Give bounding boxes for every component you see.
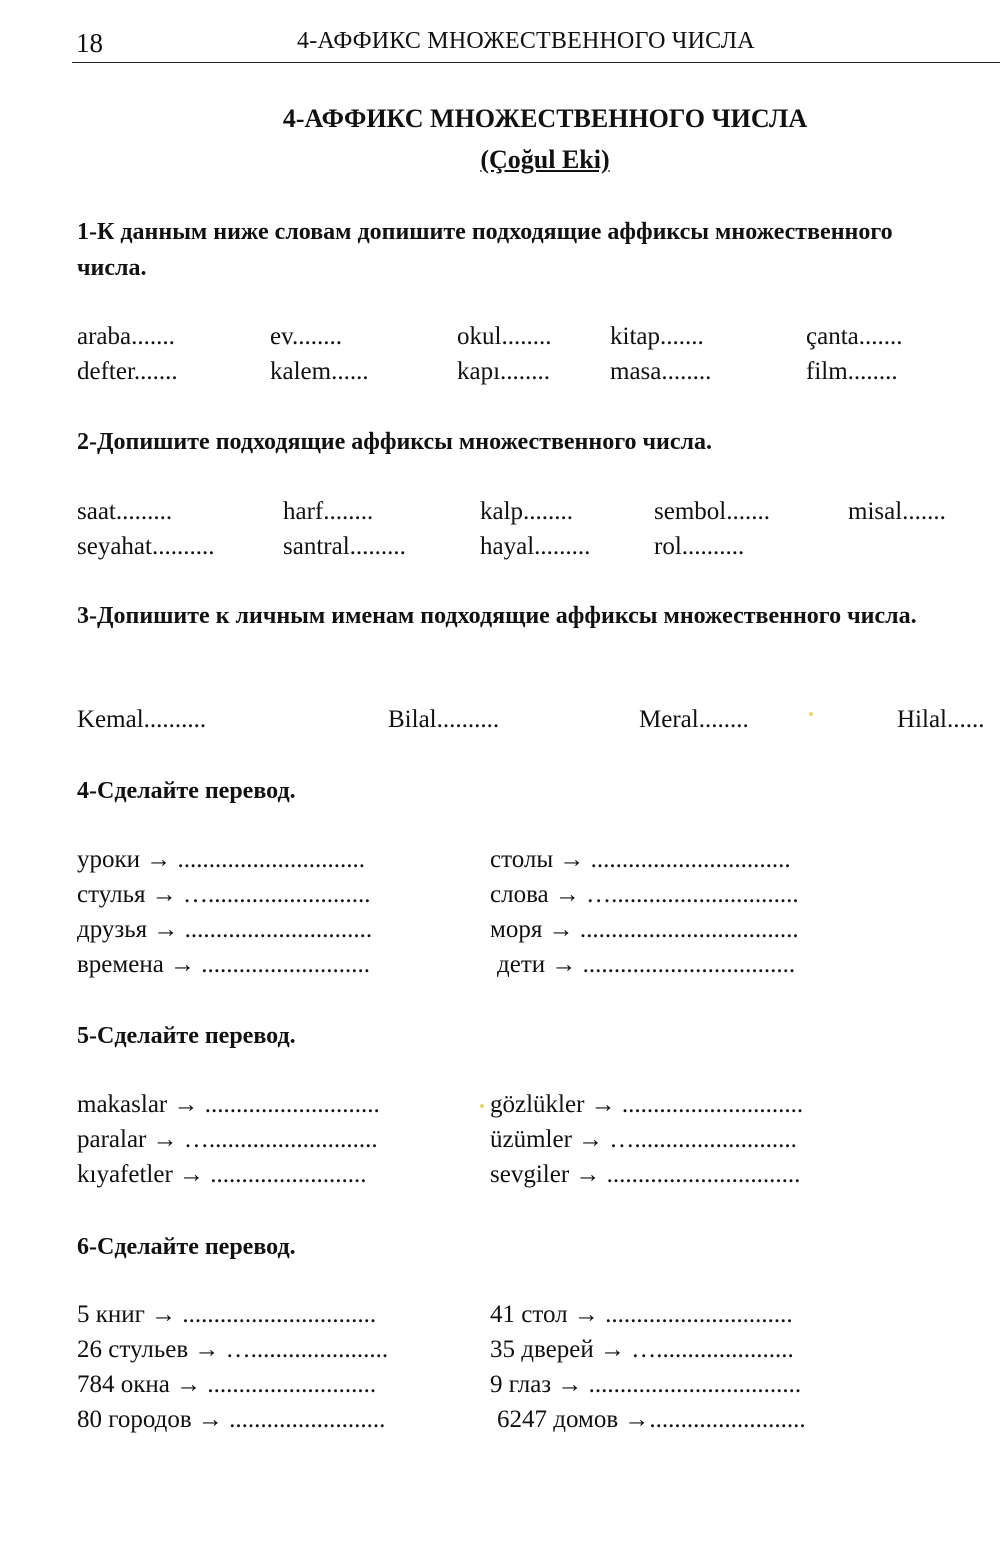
exercise-6-item: 41 стол → ..............................: [490, 1301, 793, 1328]
exercise-5-item: sevgiler → ...............................: [490, 1161, 801, 1188]
exercise-1-word: kapı........: [457, 358, 551, 385]
exercise-4-item: дети → ..................................: [497, 951, 796, 978]
exercise-4-item: стулья → …..........................: [77, 881, 371, 908]
exercise-6-item: 26 стульев → …......................: [77, 1336, 389, 1363]
exercise-4-item: слова → …..............................: [490, 881, 799, 908]
exercise-4-item: времена → ...........................: [77, 951, 371, 978]
exercise-3-name: Bilal..........: [388, 706, 500, 733]
page-subtitle: (Çoğul Eki): [480, 145, 610, 174]
exercise-2-word: misal.......: [848, 498, 946, 525]
exercise-2-word: rol..........: [654, 533, 745, 560]
exercise-5-item: kıyafetler → .........................: [77, 1161, 367, 1188]
exercise-2-word: kalp........: [480, 498, 574, 525]
exercise-2-word: saat.........: [77, 498, 173, 525]
exercise-4-item: столы → ................................: [490, 846, 791, 873]
exercise-5-item: üzümler → …..........................: [490, 1126, 797, 1153]
exercise-6-item: 6247 домов →.........................: [497, 1406, 806, 1433]
exercise-1-word: masa........: [610, 358, 712, 385]
page-number: 18: [76, 28, 103, 58]
scan-speck: [809, 712, 813, 716]
exercise-2-word: seyahat..........: [77, 533, 215, 560]
exercise-3-heading: 3-Допишите к личным именам подходящие аффиксы множественного числа.: [77, 603, 917, 629]
exercise-5-item: paralar → …...........................: [77, 1126, 378, 1153]
exercise-5-item: gözlükler → .............................: [490, 1091, 804, 1118]
exercise-4-heading: 4-Сделайте перевод.: [77, 778, 296, 804]
exercise-4-item: уроки → ..............................: [77, 846, 366, 873]
exercise-2-word: santral.........: [283, 533, 406, 560]
running-title: 4-АФФИКС МНОЖЕСТВЕННОГО ЧИСЛА: [297, 28, 755, 54]
exercise-3-name: Meral........: [639, 706, 749, 733]
exercise-6-item: 35 дверей → …......................: [490, 1336, 794, 1363]
exercise-2-word: harf........: [283, 498, 374, 525]
page-header: [72, 22, 1000, 63]
page-title: 4-АФФИКС МНОЖЕСТВЕННОГО ЧИСЛА: [282, 104, 808, 133]
exercise-5-item: makaslar → ............................: [77, 1091, 380, 1118]
exercise-1-heading: 1-К данным ниже словам допишите подходящие аффиксы множественного числа.: [77, 219, 893, 281]
exercise-1-word: ev........: [270, 323, 342, 350]
exercise-4-item: друзья → ..............................: [77, 916, 373, 943]
exercise-1-word: araba.......: [77, 323, 175, 350]
exercise-6-item: 784 окна → ...........................: [77, 1371, 377, 1398]
exercise-6-heading: 6-Сделайте перевод.: [77, 1234, 296, 1260]
exercise-1-word: defter.......: [77, 358, 178, 385]
exercise-6-item: 5 книг → ...............................: [77, 1301, 377, 1328]
exercise-2-word: sembol.......: [654, 498, 770, 525]
exercise-1-word: kalem......: [270, 358, 369, 385]
exercise-6-item: 9 глаз → ..................................: [490, 1371, 802, 1398]
exercise-2-heading: 2-Допишите подходящие аффиксы множественного числа.: [77, 429, 712, 455]
exercise-3-name: Kemal..........: [77, 706, 207, 733]
exercise-2-word: hayal.........: [480, 533, 591, 560]
scan-speck: [480, 1104, 484, 1108]
exercise-4-item: моря → ...................................: [490, 916, 799, 943]
exercise-1-word: okul........: [457, 323, 552, 350]
exercise-1-word: film........: [806, 358, 898, 385]
exercise-1-word: kitap.......: [610, 323, 704, 350]
exercise-3-name: Hilal......: [897, 706, 985, 733]
exercise-5-heading: 5-Сделайте перевод.: [77, 1023, 296, 1049]
exercise-1-word: çanta.......: [806, 323, 903, 350]
exercise-6-item: 80 городов → .........................: [77, 1406, 386, 1433]
